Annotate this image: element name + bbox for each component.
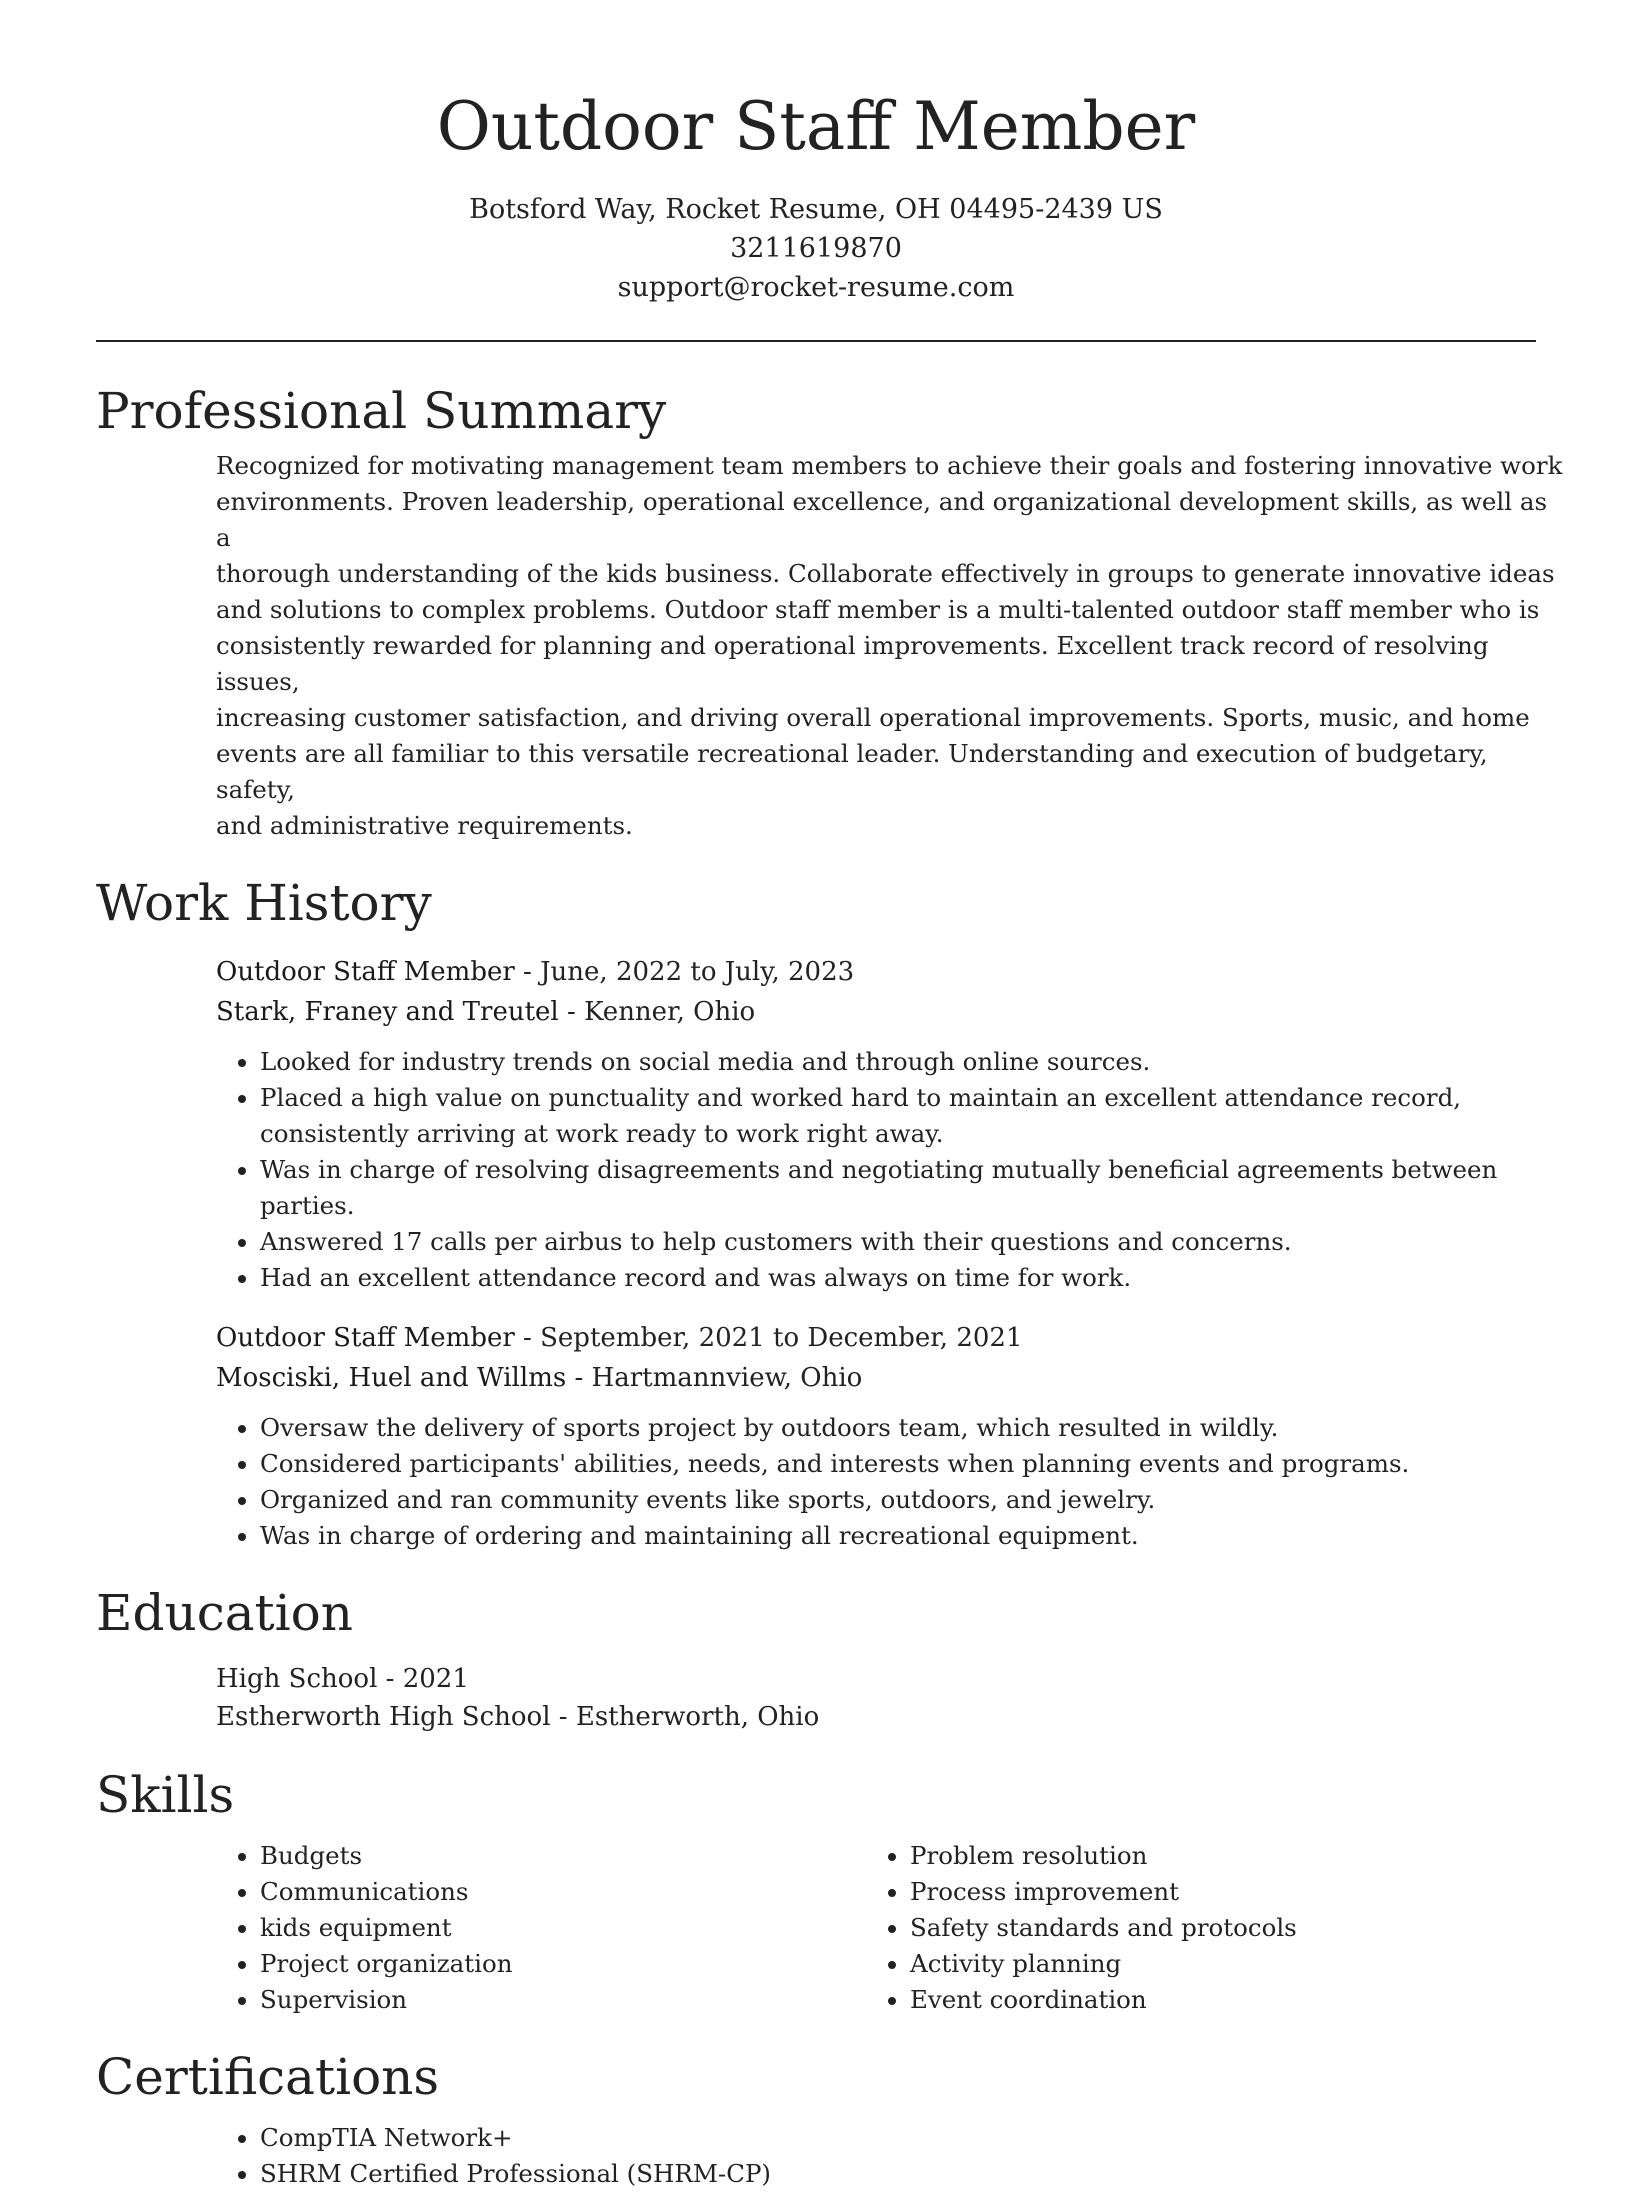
contact-address: Botsford Way, Rocket Resume, OH 04495-2439 US [469,194,1163,225]
header-divider [96,340,1536,342]
skills-list [866,1838,1516,2018]
summary-section [216,448,1563,844]
job-bullet: • Answered 17 calls per airbus to help customers with their questions and concerns. [260,1224,1536,1260]
skills-column-right [866,1838,1516,2018]
job-entry [216,1318,1536,1554]
job-company-line [216,992,1536,1032]
certification-item: • SHRM Certified Professional (SHRM-CP) [260,2156,1536,2192]
summary-paragraph [216,448,1566,844]
skills-list [216,1838,866,2018]
summary-line: increasing customer satisfaction, and driving overall operational improvements. Sports, music, and home [216,703,1530,732]
job-dates: June, 2022 to July, 2023 [540,957,855,987]
job-bullet: • Oversaw the delivery of sports project by outdoors team, which resulted in wildly. [260,1410,1536,1446]
separator: - [558,997,585,1027]
skills-heading: Skills [96,1766,235,1824]
skill-item: • kids equipment [260,1910,866,1946]
separator: - [377,1664,403,1694]
education-location: Estherworth, Ohio [575,1702,820,1732]
summary-line: thorough understanding of the kids business. Collaborate effectively in groups to generate innovative ideas [216,559,1555,588]
certifications-section [216,2120,1536,2192]
job-location: Hartmannview, Ohio [591,1363,863,1393]
job-entry [216,952,1536,1296]
job-company: Stark, Franey and Treutel [216,997,559,1027]
job-bullet: • Placed a high value on punctuality and worked hard to maintain an excellent attendance record, consistently arriving at work ready to work right away. [260,1080,1536,1152]
certification-item: • CompTIA Network+ [260,2120,1536,2156]
separator: - [514,1323,541,1353]
education-section [216,1660,1536,1736]
resume-page [96,0,1563,2192]
skill-item: • Activity planning [910,1946,1516,1982]
summary-line: events are all familiar to this versatile recreational leader. Understanding and execution of budgetary, safety, [216,739,1488,804]
skills-column-left [216,1838,866,2018]
skills-section [216,1838,1536,2018]
skill-item: • Problem resolution [910,1838,1516,1874]
contact-phone: 3211619870 [730,233,902,264]
job-location: Kenner, Ohio [584,997,756,1027]
education-year: 2021 [402,1664,469,1694]
job-title-line [216,1318,1536,1358]
contact-email: support@rocket-resume.com [617,272,1015,303]
summary-line: consistently rewarded for planning and operational improvements. Excellent track record of resolving issues, [216,631,1489,696]
separator: - [514,957,541,987]
job-bullet: • Considered participants' abilities, needs, and interests when planning events and programs. [260,1446,1536,1482]
skill-item: • Event coordination [910,1982,1516,2018]
job-bullet: • Had an excellent attendance record and was always on time for work. [260,1260,1536,1296]
skill-item: • Budgets [260,1838,866,1874]
certifications-heading: Certifications [96,2048,440,2106]
resume-header [96,0,1536,307]
job-bullet: • Looked for industry trends on social media and through online sources. [260,1044,1536,1080]
summary-heading: Professional Summary [96,382,667,440]
job-bullet: • Organized and ran community events like sports, outdoors, and jewelry. [260,1482,1536,1518]
job-company-line [216,1358,1536,1398]
job-bullet: • Was in charge of ordering and maintaining all recreational equipment. [260,1518,1536,1554]
job-title-line [216,952,1536,992]
work-history-section [216,952,1536,1554]
skill-item: • Supervision [260,1982,866,2018]
job-dates: September, 2021 to December, 2021 [540,1323,1023,1353]
skill-item: • Project organization [260,1946,866,1982]
skill-item: • Safety standards and protocols [910,1910,1516,1946]
education-degree-line [216,1660,1536,1698]
skill-item: • Process improvement [910,1874,1516,1910]
education-degree: High School [216,1664,378,1694]
summary-line: and administrative requirements. [216,811,633,840]
education-school-line [216,1698,1536,1736]
job-bullets [216,1410,1536,1554]
skill-item: • Communications [260,1874,866,1910]
candidate-name: Outdoor Staff Member [436,88,1196,165]
summary-line: and solutions to complex problems. Outdoor staff member is a multi-talented outdoor staff member who is [216,595,1540,624]
job-bullet: • Was in charge of resolving disagreements and negotiating mutually beneficial agreements between parties. [260,1152,1536,1224]
job-role: Outdoor Staff Member [216,1323,515,1353]
summary-line: environments. Proven leadership, operational excellence, and organizational development skills, as well as a [216,487,1548,552]
education-school: Estherworth High School [216,1702,551,1732]
job-bullets [216,1044,1536,1296]
separator: - [566,1363,592,1393]
separator: - [550,1702,576,1732]
work-history-heading: Work History [96,874,432,932]
certifications-list [216,2120,1536,2192]
education-heading: Education [96,1584,353,1642]
job-role: Outdoor Staff Member [216,957,515,987]
job-company: Mosciski, Huel and Willms [216,1363,567,1393]
summary-line: Recognized for motivating management team members to achieve their goals and fostering innovative work [216,451,1563,480]
